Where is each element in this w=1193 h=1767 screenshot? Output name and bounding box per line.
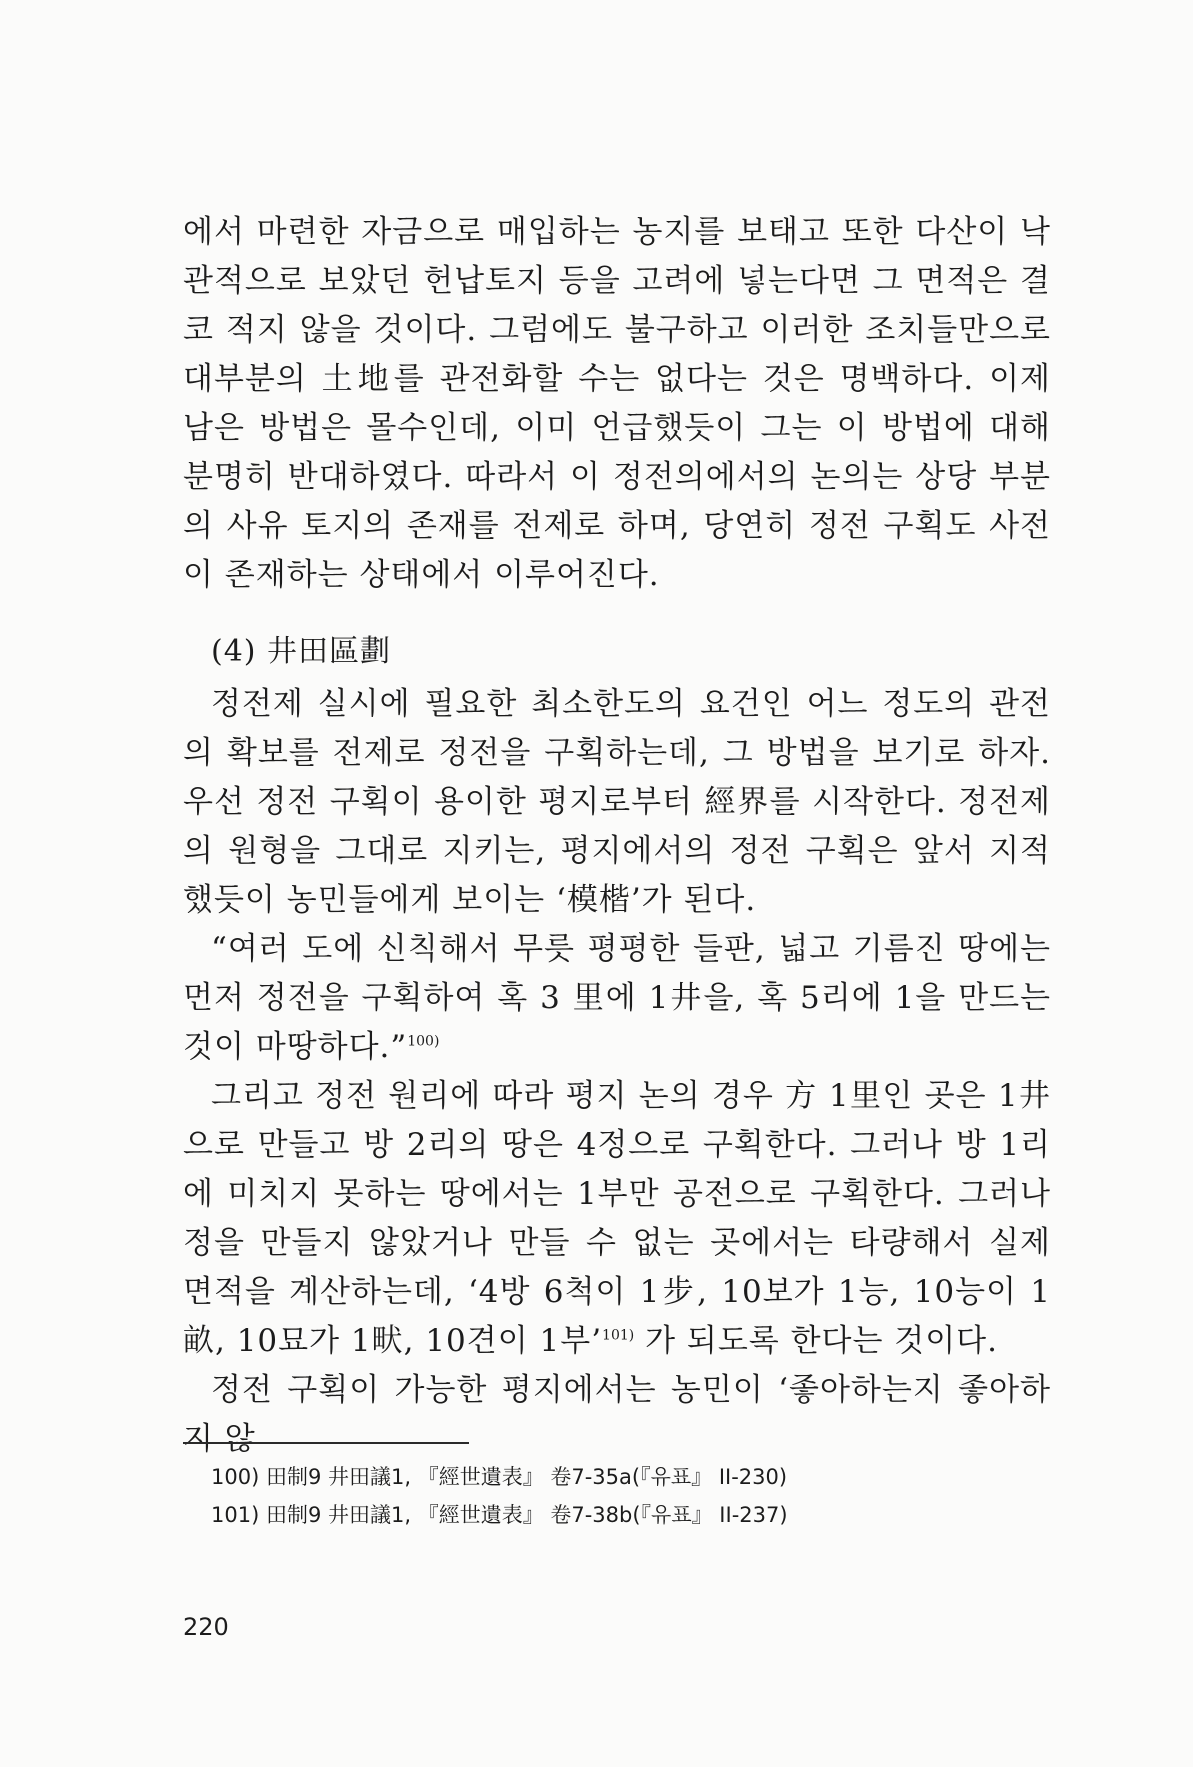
paragraph-flatland-division [183, 1072, 1051, 1366]
body-text-upper [183, 208, 1051, 600]
paragraph-flatland-text: 그리고 정전 원리에 따라 평지 논의 경우 方 1里인 곳은 1井으로 만들고 방 2리의 땅은 4정으로 구획한다. 그러나 방 1리에 미치지 못하는 땅에서는 1부만 공전으로 구획한다. 그러나 정을 만들지 않았거나 만들 수 없는 곳에서는 타량해서 실제 면적을 계산하는데, ‘4방 6척이 1步, 10보가 1능, 10능이 1畝, 10묘가 1畎, 10견이 1부’ [183, 1078, 1051, 1359]
footnote-101: 101) 田制9 井田議1, 『經世遺表』 卷7-38b(『유표』 II-237) [211, 1503, 788, 1527]
footnote-ref-101: 101) [602, 1327, 635, 1344]
quote-paragraph [183, 925, 1051, 1072]
quote-text: “여러 도에 신칙해서 무릇 평평한 들판, 넓고 기름진 땅에는 먼저 정전을 구획하여 혹 3 里에 1井을, 혹 5리에 1을 만드는 것이 마땅하다.” [183, 931, 1051, 1065]
footnote-100: 100) 田制9 井田議1, 『經世遺表』 卷7-35a(『유표』 II-230) [211, 1465, 788, 1489]
page-number: 220 [183, 1613, 229, 1641]
body-text-lower [183, 680, 1051, 1464]
paragraph-continued: 에서 마련한 자금으로 매입하는 농지를 보태고 또한 다산이 낙관적으로 보았던 헌납토지 등을 고려에 넣는다면 그 면적은 결코 적지 않을 것이다. 그럼에도 불구하고 이러한 조치들만으로 대부분의 土地를 관전화할 수는 없다는 것은 명백하다. 이제 남은 방법은 몰수인데, 이미 언급했듯이 그는 이 방법에 대해 분명히 반대하였다. 따라서 이 정전의에서의 논의는 상당 부분의 사유 토지의 존재를 전제로 하며, 당연히 정전 구획도 사전이 존재하는 상태에서 이루어진다. [183, 214, 1051, 593]
paragraph-jeongjeon-method: 정전제 실시에 필요한 최소한도의 요건인 어느 정도의 관전의 확보를 전제로 정전을 구획하는데, 그 방법을 보기로 하자. 우선 정전 구획이 용이한 평지로부터 經界를 시작한다. 정전제의 원형을 그대로 지키는, 평지에서의 정전 구획은 앞서 지적했듯이 농민들에게 보이는 ‘模楷’가 된다. [183, 686, 1051, 918]
section-heading: (4) 井田區劃 [211, 634, 392, 669]
footnote-divider [183, 1442, 469, 1444]
footnotes [211, 1458, 788, 1534]
paragraph-flatland-tail: 가 되도록 한다는 것이다. [645, 1323, 998, 1359]
footnote-ref-100: 100) [407, 1033, 440, 1050]
paragraph-farmers-preference: 정전 구획이 가능한 평지에서는 농민이 ‘좋아하는지 좋아하지 않 [183, 1372, 1051, 1457]
